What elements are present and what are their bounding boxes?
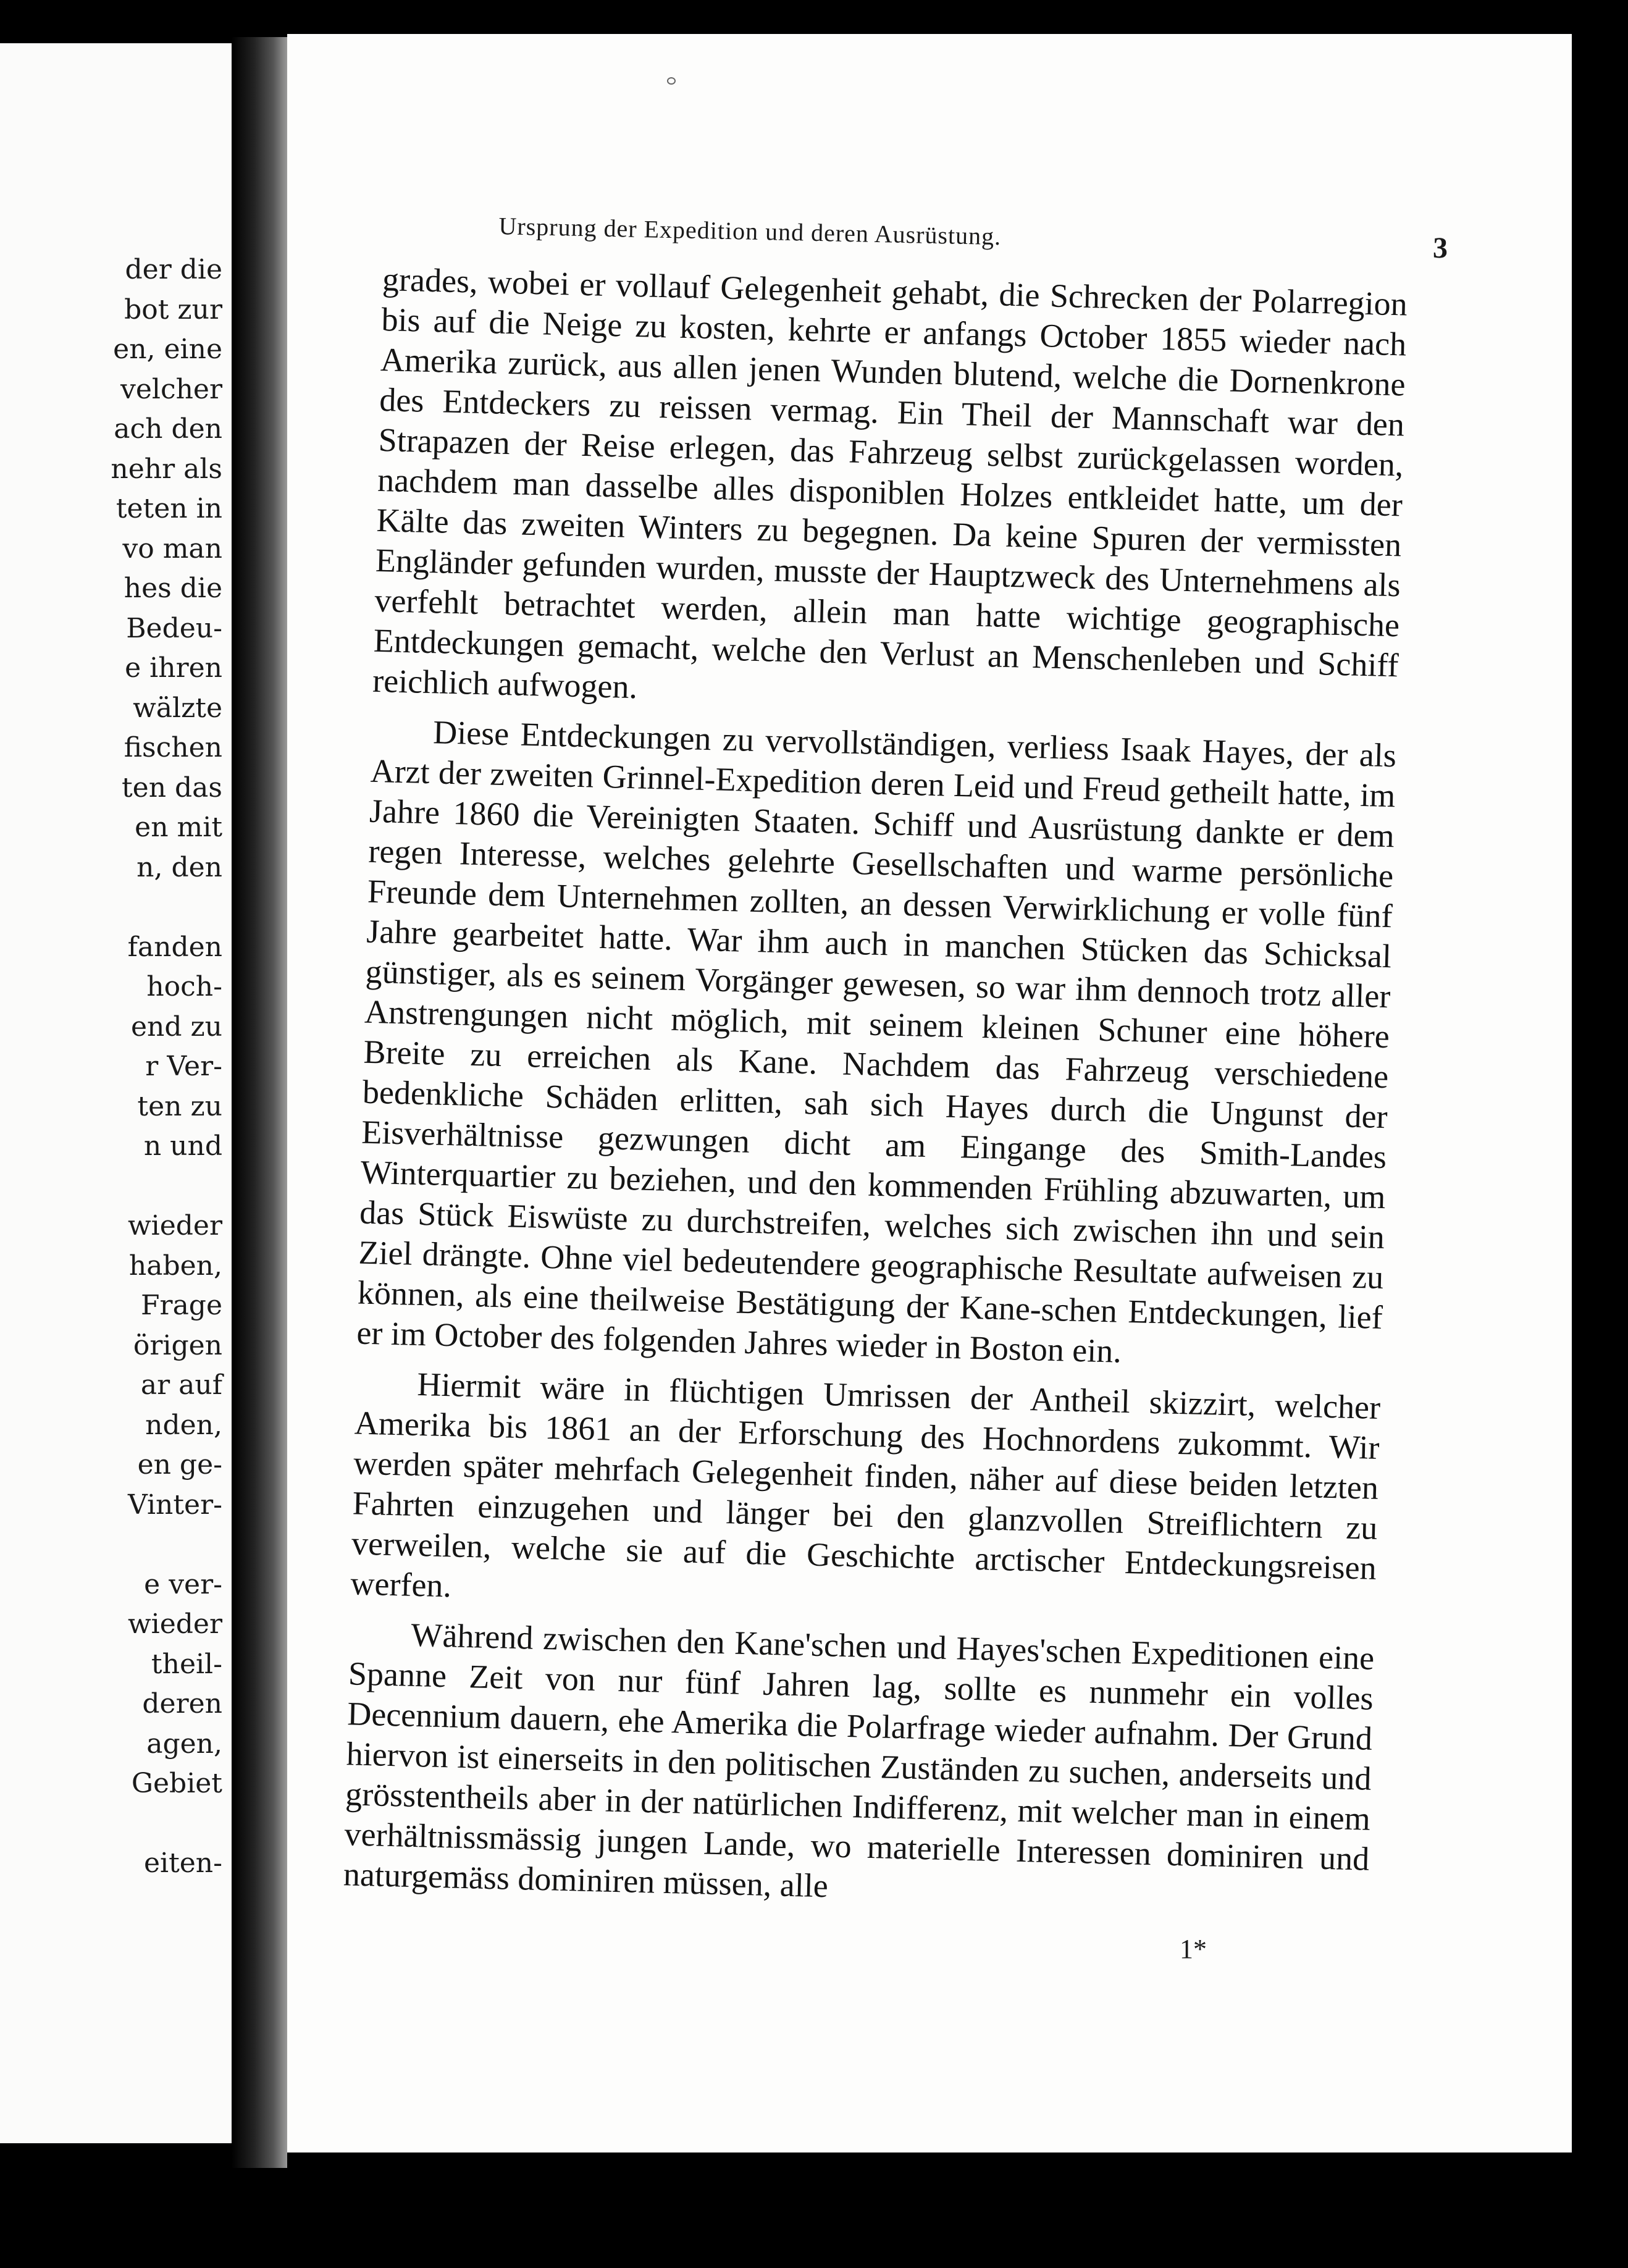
facing-page-line-text: fischen: [124, 732, 222, 763]
facing-page-line-text: deren: [142, 1688, 222, 1720]
facing-page-line-text: en mit: [135, 812, 222, 843]
facing-page-line-text: örigen: [133, 1329, 222, 1361]
facing-page-line-text: Gebiet: [131, 1768, 222, 1799]
facing-page-line-text: fanden: [127, 931, 222, 963]
facing-page-line: [0, 1608, 222, 1640]
page-number: 3: [1432, 231, 1448, 265]
facing-page-line-text: theil-: [151, 1648, 222, 1680]
facing-page-line: [0, 771, 222, 804]
signature-mark: 1*: [1180, 1934, 1207, 1964]
facing-page-line: [0, 1648, 222, 1680]
facing-page-line: [0, 894, 222, 921]
facing-page-left: [0, 43, 232, 2143]
facing-page-line-text: ar auf: [140, 1369, 222, 1401]
facing-page-line: [0, 1728, 222, 1760]
facing-page-line: [0, 612, 222, 644]
facing-page-line-text: e ver-: [144, 1568, 222, 1600]
facing-page-line-text: en, eine: [113, 334, 222, 365]
facing-page-line-text: hoch-: [146, 971, 222, 1002]
facing-page-line-text: e ihren: [125, 652, 222, 684]
facing-page-line: [0, 1489, 222, 1521]
paragraph: Hiermit wäre in flüchtigen Umrissen der Antheil skizzirt, welcher Amerika bis 1861 an der Erforschung des Hochnordens zukommt. Wir werden später mehrfach Gelegenheit finden, näher auf diese beiden letzten Fahrten einzugehen und länger bei den glanzvollen Streiflichtern zu verweilen, welche sie auf die Geschichte arctischer Entdeckungsreisen werfen.: [350, 1365, 1381, 1605]
facing-page-line: [0, 1810, 222, 1838]
facing-page-line: [0, 1053, 222, 1080]
facing-page-line: [0, 1369, 222, 1401]
facing-page-line-text: hes die: [124, 573, 222, 604]
facing-page-line: [0, 1292, 222, 1319]
facing-page-line: [0, 931, 222, 963]
facing-page-line-text: n, den: [136, 851, 222, 883]
facing-page-line: [0, 1690, 222, 1718]
facing-page-line-text: ten das: [121, 771, 222, 804]
facing-page-line: [0, 293, 222, 326]
facing-page-line-text: wälzte: [133, 692, 222, 724]
facing-page-line: [0, 1847, 222, 1879]
facing-page-line: [0, 373, 222, 405]
facing-page-line: [0, 1409, 222, 1441]
facing-page-line-text: bot zur: [124, 293, 222, 326]
facing-page-line-text: nehr als: [111, 453, 222, 485]
facing-page-line-text: Bedeu-: [126, 612, 222, 644]
facing-page-line: [0, 851, 222, 883]
facing-page-line: [0, 453, 222, 485]
facing-page-line: [0, 532, 222, 565]
facing-page-line: [0, 1568, 222, 1600]
facing-page-line: [0, 652, 222, 684]
facing-page-line: [0, 1531, 222, 1558]
facing-page-line: [0, 1090, 222, 1122]
facing-page-line-text: vo man: [122, 532, 222, 565]
facing-page-line-text: nden,: [145, 1409, 222, 1441]
facing-page-line: [0, 336, 222, 363]
running-title: Ursprung der Expedition und deren Ausrüstung.: [498, 212, 1002, 251]
facing-page-line-text: haben,: [128, 1250, 222, 1282]
facing-page-line-text: Frage: [141, 1290, 222, 1321]
facing-page-line-text: wieder: [127, 1210, 222, 1241]
facing-page-line-text: ach den: [114, 413, 222, 445]
facing-page-line-text: r Ver-: [145, 1051, 222, 1082]
facing-page-line: [0, 1451, 222, 1479]
facing-page-line: [0, 1212, 222, 1240]
facing-page-line-text: agen,: [146, 1728, 222, 1760]
facing-page-line: [0, 1010, 222, 1043]
book-gutter-shadow: [232, 37, 287, 2168]
facing-page-line: [0, 973, 222, 1001]
facing-page-line: [0, 495, 222, 523]
paragraph: Während zwischen den Kane'schen und Hayes'schen Expeditionen eine Spanne Zeit von nur fünf Jahren lag, sollte es nunmehr ein volles Decennium dauern, ehe Amerika die Polarfrage wieder aufnahm. Der Grund hiervon ist einerseits in den politischen Zuständen zu suchen, anderseits und grösstentheils aber in der natürlichen Indifferenz, mit welcher man in einem verhältnissmässig jungen Lande, wo materielle Interessen dominiren und naturgemäss dominiren müssen, alle: [343, 1616, 1375, 1905]
facing-page-line: [0, 1130, 222, 1162]
facing-page-line: [0, 1250, 222, 1282]
facing-page-line: [0, 256, 222, 284]
facing-page-line: [0, 734, 222, 762]
facing-page-line-text: end zu: [130, 1010, 222, 1043]
facing-page-line: [0, 1770, 222, 1797]
facing-page-line-text: n und: [143, 1130, 222, 1162]
body-text: [343, 259, 1408, 1930]
facing-page-line: [0, 413, 222, 445]
facing-page-line: [0, 814, 222, 841]
facing-page-line-text: wieder: [127, 1608, 222, 1640]
facing-page-line-text: eiten-: [143, 1847, 222, 1879]
paragraph: Diese Entdeckungen zu vervollständigen, verliess Isaak Hayes, der als Arzt der zweiten Grinnel-Expedition deren Leid und Freud getheilt hatte, im Jahre 1860 die Vereinigten Staaten. Schiff und Ausrüstung dankte er dem regen Interesse, welches gelehrte Gesellschaften und warme persönliche Freunde dem Unternehmen zollten, an dessen Verwirklichung er volle fünf Jahre gearbeitet hatte. War ihm auch in manchen Stücken das Schicksal günstiger, als es seinem Vorgänger gewesen, so war ihm dennoch trotz aller Anstrengungen nicht möglich, mit seinem kleinen Schuner eine höhere Breite zu erreichen als Kane. Nachdem das Fahrzeug verschiedene bedenkliche Schäden erlitten, sah sich Hayes durch die Ungunst der Eisverhältnisse gezwungen dicht am Eingange des Smith-Landes Winterquartier zu beziehen, und den kommenden Frühling abzuwarten, um das Stück Eiswüste zu durchstreifen, welches sich zwischen ihn und sein Ziel drängte. Ohne viel bedeutendere geographische Resultate aufweisen zu können, als eine theilweise Bestätigung der Kane-schen Entdeckungen, lief er im October des folgenden Jahres wieder in Boston ein.: [356, 713, 1397, 1370]
facing-page-line: [0, 575, 222, 602]
facing-page-line-text: Vinter-: [127, 1489, 222, 1521]
facing-page-line-text: der die: [125, 254, 222, 285]
facing-page-line-text: ten zu: [137, 1090, 222, 1122]
facing-page-line-text: velcher: [120, 373, 222, 405]
paragraph: grades, wobei er vollauf Gelegenheit gehabt, die Schrecken der Polarregion bis auf die Neige zu kosten, kehrte er anfangs October 1855 wieder nach Amerika zurück, aus allen jenen Wunden blutend, welche die Dornenkrone des Entdeckers zu reissen vermag. Ein Theil der Mannschaft war den Strapazen der Reise erlegen, das Fahrzeug selbst zurückgelassen worden, nachdem man dasselbe alles disponiblen Holzes entkleidet hatte, um der Kälte das zweiten Winters zu begegnen. Da keine Spuren der vermissten Engländer gefunden wurden, musste der Hauptzweck des Unternehmens als verfehlt betrachtet werden, allein man hatte wichtige geographische Entdeckungen gemacht, welche den Verlust an Menschenleben und Schiff reichlich aufwogen.: [372, 260, 1408, 706]
facing-page-line-text: en ge-: [137, 1449, 222, 1480]
facing-page-line: [0, 1173, 222, 1200]
facing-page-line: [0, 1329, 222, 1361]
facing-page-line-text: teten in: [115, 493, 222, 524]
facing-page-line: [0, 692, 222, 724]
dust-speck: [667, 77, 676, 85]
